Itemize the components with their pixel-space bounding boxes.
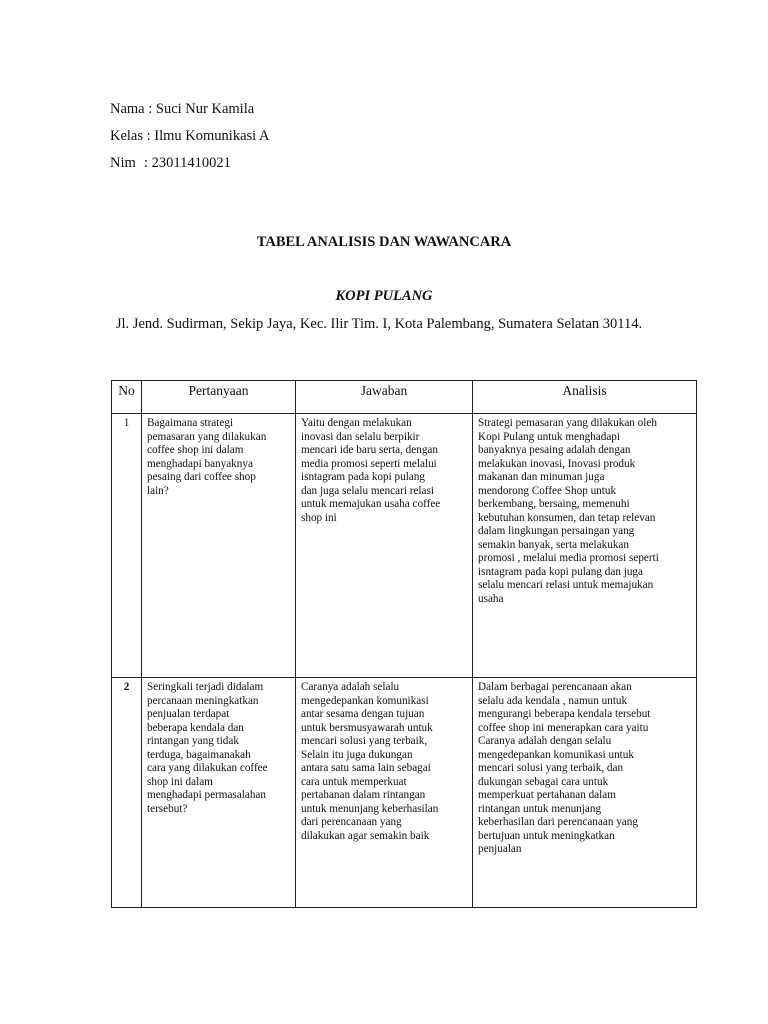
- nim-label: Nim: [110, 155, 136, 171]
- address-line: Jl. Jend. Sudirman, Sekip Jaya, Kec. Ilir Tim. I, Kota Palembang, Sumatera Selatan 30114.: [115, 316, 643, 332]
- answer-cell: Yaitu dengan melakukan inovasi dan selalu berpikir mencari ide baru serta, dengan media promosi seperti melalui isntagram pada kopi pulang dan juga selalu mencari relasi untuk memajukan usaha coffee shop ini: [296, 414, 473, 678]
- analysis-cell: Dalam berbagai perencanaan akan selalu ada kendala , namun untuk mengurangi beberapa kendala tersebut coffee shop ini menerapkan cara yaitu Caranya adalah dengan selalu mengedepankan komunikasi untuk mencari solusi yang terbaik, dan dukungan sebagai cara untuk memperkuat pertahanan dalam rintangan untuk menunjang keberhasilan dari perencanaan yang bertujuan untuk meningkatkan penjualan: [473, 678, 697, 908]
- column-header-no: No: [112, 381, 142, 414]
- student-nim: [110, 155, 231, 172]
- question-cell: Seringkali terjadi didalam percanaan meningkatkan penjualan terdapat beberapa kendala dan rintangan yang tidak terduga, bagaimanakah cara yang dilakukan coffee shop ini dalam menghadapi permasalahan tersebut?: [142, 678, 296, 908]
- table-header-row: [112, 381, 697, 414]
- nim-value: : 23011410021: [144, 155, 231, 171]
- table-row: [112, 678, 697, 908]
- column-header-pertanyaan: Pertanyaan: [142, 381, 296, 414]
- answer-cell: Caranya adalah selalu mengedepankan komunikasi antar sesama dengan tujuan untuk bersmusyawarah untuk mencari solusi yang terbaik, Selain itu juga dukungan antara satu sama lain sebagai cara untuk memperkuat pertahanan dalam rintangan untuk menunjang keberhasilan dari perencanaan yang dilakukan agar semakin baik: [296, 678, 473, 908]
- student-class: Kelas : Ilmu Komunikasi A: [110, 128, 270, 144]
- question-cell: Bagaimana strategi pemasaran yang dilakukan coffee shop ini dalam menghadapi banyaknya pesaing dari coffee shop lain?: [142, 414, 296, 678]
- row-number: 1: [112, 414, 142, 678]
- analysis-cell: Strategi pemasaran yang dilakukan oleh Kopi Pulang untuk menghadapi banyaknya pesaing adalah dengan melakukan inovasi, Inovasi produk makanan dan minuman juga mendorong Coffee Shop untuk berkembang, bersaing, memenuhi kebutuhan konsumen, dan tetap relevan dalam lingkungan persaingan yang semakin banyak, serta melakukan promosi , melalui media promosi seperti isntagram pada kopi pulang dan juga selalu mencari relasi untuk memajukan usaha: [473, 414, 697, 678]
- document-title: TABEL ANALISIS DAN WAWANCARA: [256, 234, 512, 250]
- column-header-analisis: Analisis: [473, 381, 697, 414]
- row-number: 2: [112, 678, 142, 908]
- column-header-jawaban: Jawaban: [296, 381, 473, 414]
- analysis-table: [111, 380, 697, 908]
- student-name: Nama : Suci Nur Kamila: [110, 101, 255, 117]
- table-row: [112, 414, 697, 678]
- document-subtitle: KOPI PULANG: [335, 288, 433, 304]
